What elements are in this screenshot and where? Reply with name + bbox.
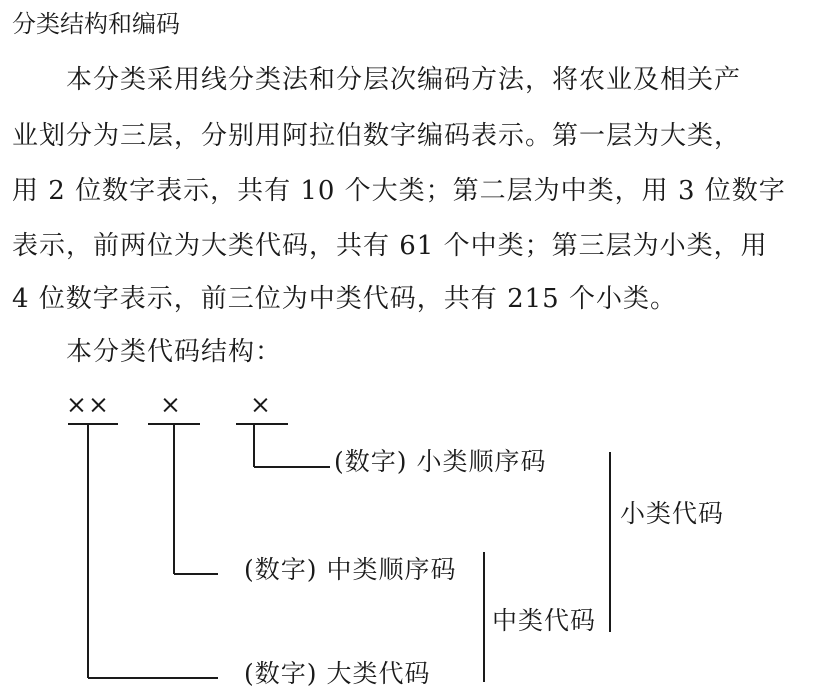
label-small-order: (数字) 小类顺序码 (334, 447, 547, 476)
code-group-middle: × (160, 390, 182, 419)
label-large-code: (数字) 大类代码 (244, 659, 431, 688)
paragraph-line-4: 表示，前两位为大类代码，共有 61 个中类；第三层为小类，用 (12, 231, 768, 261)
bracket-label-small-code: 小类代码 (620, 499, 725, 528)
code-group-large: ×× (66, 390, 110, 419)
section-heading: 分类结构和编码 (12, 10, 180, 38)
paragraph-line-2: 业划分为三层，分别用阿拉伯数字编码表示。第一层为大类， (12, 121, 742, 151)
paragraph-line-5: 4 位数字表示，前三位为中类代码，共有 215 个小类。 (12, 284, 677, 314)
structure-intro: 本分类代码结构： (12, 337, 283, 367)
label-middle-order: (数字) 中类顺序码 (244, 555, 457, 584)
code-group-small: × (250, 390, 272, 419)
bracket-label-middle-code: 中类代码 (492, 606, 597, 635)
paragraph-line-1: 本分类采用线分类法和分层次编码方法，将农业及相关产 (12, 65, 742, 95)
paragraph-line-3: 用 2 位数字表示，共有 10 个大类；第二层为中类，用 3 位数字 (12, 176, 786, 206)
